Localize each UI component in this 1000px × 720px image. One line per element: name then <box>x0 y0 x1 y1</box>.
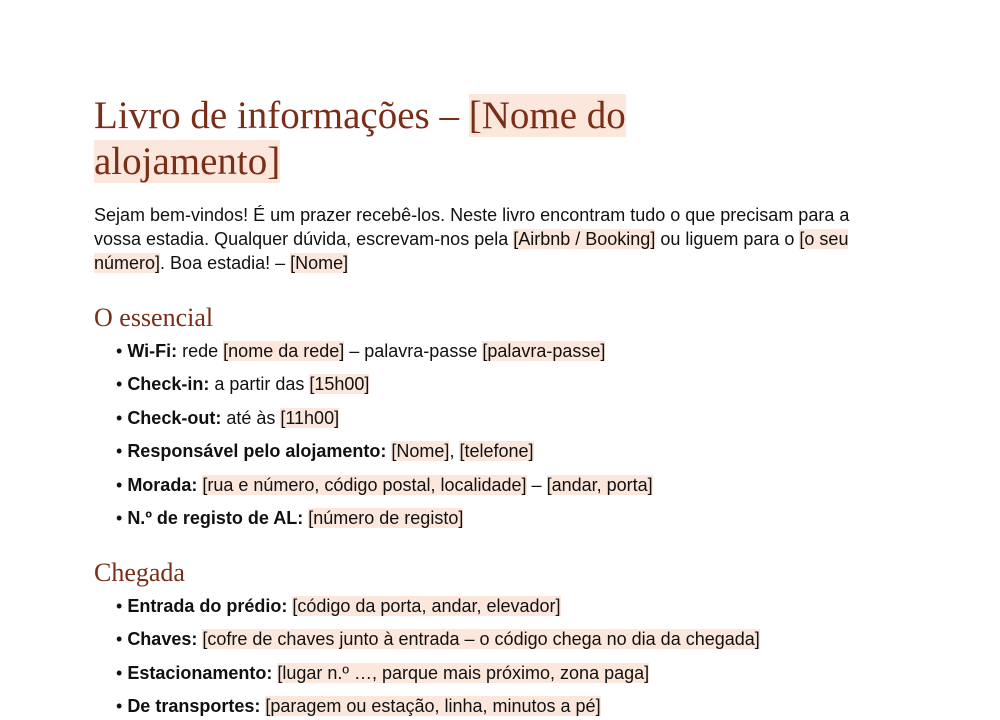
item-text: rede <box>177 341 224 361</box>
list-item-registo <box>116 506 914 530</box>
item-text: – <box>526 474 547 495</box>
item-text: , <box>449 441 460 462</box>
item-label: Estacionamento: <box>127 662 273 683</box>
list-item-checkin <box>116 372 914 396</box>
chegada-list <box>94 594 914 718</box>
list-item-estacionamento <box>116 661 914 685</box>
title-text: Livro de informações – <box>94 94 469 137</box>
section-heading-chegada: Chegada <box>94 557 185 587</box>
item-placeholder: [nome da rede] <box>223 341 345 361</box>
item-label: De transportes: <box>127 696 261 717</box>
item-placeholder: [Nome] <box>391 441 450 462</box>
item-placeholder: [código da porta, andar, elevador] <box>292 595 561 616</box>
list-item-wifi <box>116 339 914 363</box>
list-item-responsavel <box>116 439 914 463</box>
item-text: – palavra-passe <box>344 341 483 361</box>
title-placeholder: [Nome do alojamento] <box>94 94 626 183</box>
list-item-checkout <box>116 406 914 430</box>
intro-placeholder-name: [Nome] <box>290 253 349 273</box>
intro-placeholder-number: [o seu número] <box>94 229 849 273</box>
bullet-icon: • <box>116 474 128 495</box>
bullet-icon: • <box>116 696 128 717</box>
item-placeholder: [paragem ou estação, linha, minutos a pé] <box>265 696 601 717</box>
bullet-icon: • <box>116 662 128 683</box>
item-placeholder: [número de registo] <box>308 507 464 528</box>
item-placeholder: [telefone] <box>459 441 534 462</box>
item-label: Check-out: <box>127 407 222 428</box>
item-placeholder: [palavra-passe] <box>482 341 606 361</box>
intro-text-3: . Boa estadia! – <box>160 253 291 273</box>
document-page <box>94 93 914 720</box>
list-item-transportes <box>116 694 914 718</box>
item-label: Entrada do prédio: <box>127 595 288 616</box>
item-label: Chaves: <box>127 629 198 650</box>
bullet-icon: • <box>116 629 128 650</box>
item-label: Wi-Fi: <box>127 341 178 361</box>
bullet-icon: • <box>116 374 128 395</box>
intro-text-1: Sejam bem-vindos! É um prazer recebê-los. Neste livro encontram tudo o que precisam para a vossa estadia. Qualquer dúvida, escrevam-nos pela <box>94 205 850 249</box>
item-text: até às <box>221 407 281 428</box>
item-placeholder: [rua e número, código postal, localidade] <box>202 474 527 495</box>
bullet-icon: • <box>116 341 128 361</box>
essencial-list <box>94 339 914 530</box>
intro-text-2: ou liguem para o <box>655 229 800 249</box>
page-title <box>94 93 734 185</box>
list-item-predio <box>116 594 914 618</box>
item-label: N.º de registo de AL: <box>127 507 304 528</box>
item-label: Morada: <box>127 474 198 495</box>
section-heading-essencial: O essencial <box>94 303 214 332</box>
item-placeholder: [11h00] <box>280 407 340 428</box>
intro-placeholder-platform: [Airbnb / Booking] <box>513 229 656 249</box>
bullet-icon: • <box>116 441 128 462</box>
item-placeholder: [andar, porta] <box>546 474 653 495</box>
item-text: a partir das <box>209 374 310 395</box>
item-label: Responsável pelo alojamento: <box>127 441 387 462</box>
item-placeholder: [15h00] <box>309 374 370 395</box>
list-item-chaves <box>116 627 914 651</box>
intro-paragraph <box>94 203 884 275</box>
list-item-morada <box>116 473 914 497</box>
item-placeholder: [lugar n.º …, parque mais próximo, zona paga] <box>277 662 650 683</box>
bullet-icon: • <box>116 507 128 528</box>
item-label: Check-in: <box>127 374 210 395</box>
item-placeholder: [cofre de chaves junto à entrada – o código chega no dia da chegada] <box>202 629 760 650</box>
bullet-icon: • <box>116 407 128 428</box>
bullet-icon: • <box>116 595 128 616</box>
